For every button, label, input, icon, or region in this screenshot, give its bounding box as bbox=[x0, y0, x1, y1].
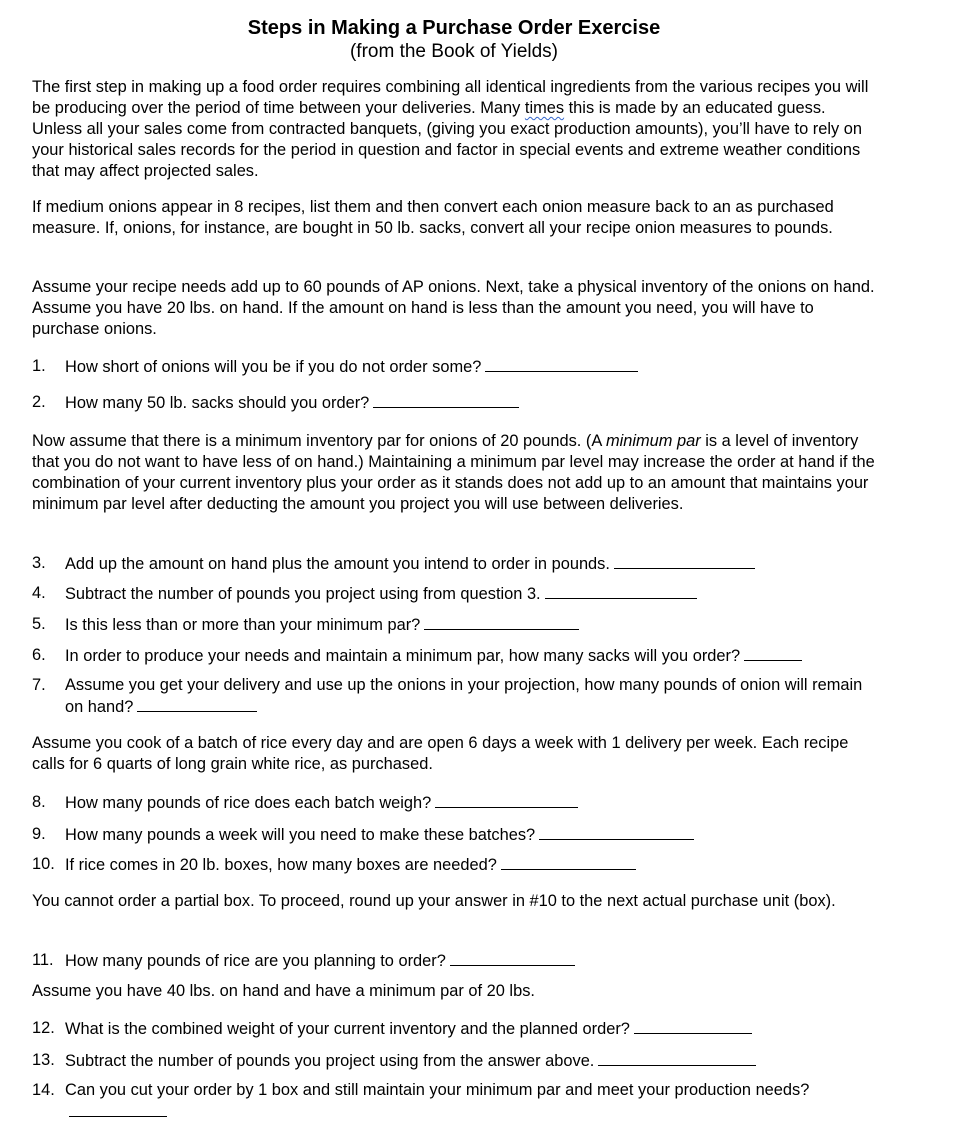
answer-blank-10[interactable] bbox=[501, 854, 636, 870]
par-text-b: is a level of inventory that you do not want to have less of on hand.) Maintaining a minimum par level may increase the order at hand if the combination of your current inventory plus your order as it stands does not add up to an amount that maintains your minimum par level after deducting the amount you project you will use between deliveries. bbox=[32, 432, 875, 513]
question-number: 10. bbox=[32, 855, 55, 873]
intro-paragraph bbox=[32, 77, 877, 182]
question-text: In order to produce your needs and maintain a minimum par, how many sacks will you order? bbox=[65, 647, 741, 665]
answer-blank-12[interactable] bbox=[634, 1018, 752, 1034]
question-text: What is the combined weight of your current inventory and the planned order? bbox=[65, 1020, 630, 1038]
question-text: Assume you get your delivery and use up the onions in your projection, how many pounds of onion will remain on hand? bbox=[65, 676, 863, 716]
question-7 bbox=[32, 675, 882, 718]
question-number: 12. bbox=[32, 1019, 55, 1037]
question-number: 13. bbox=[32, 1051, 55, 1069]
question-text: How many pounds of rice are you planning to order? bbox=[65, 952, 446, 970]
answer-blank-3[interactable] bbox=[614, 553, 755, 569]
question-number: 4. bbox=[32, 584, 46, 602]
question-text: Is this less than or more than your minimum par? bbox=[65, 616, 421, 634]
minimum-par-term: minimum par bbox=[605, 432, 701, 450]
answer-blank-8[interactable] bbox=[435, 792, 578, 808]
question-3 bbox=[32, 553, 882, 575]
question-number: 11. bbox=[32, 951, 54, 969]
answer-blank-1[interactable] bbox=[485, 356, 638, 372]
onion-conversion-paragraph: If medium onions appear in 8 recipes, list them and then convert each onion measure back to an as purchased measure. If, onions, for instance, are bought in 50 lb. sacks, convert all your recipe onion measures to pounds. bbox=[32, 198, 834, 237]
intro-text-a: The first step in making up a food order requires combining all identical ingredients from the various recipes you will be producing over the period of time between your deliveries. Many bbox=[32, 78, 869, 117]
question-number: 7. bbox=[32, 676, 46, 694]
question-14 bbox=[32, 1080, 882, 1123]
answer-blank-7[interactable] bbox=[137, 696, 257, 712]
onion-inventory-paragraph: Assume your recipe needs add up to 60 pounds of AP onions. Next, take a physical inventory of the onions on hand. Assume you have 20 lbs. on hand. If the amount on hand is less than the amount you need, you will have to purchase onions. bbox=[32, 278, 875, 338]
question-number: 14. bbox=[32, 1081, 55, 1099]
question-text: How many pounds of rice does each batch weigh? bbox=[65, 794, 432, 812]
answer-blank-11[interactable] bbox=[450, 950, 575, 966]
question-text: Subtract the number of pounds you project using from the answer above. bbox=[65, 1052, 595, 1070]
question-number: 3. bbox=[32, 554, 46, 572]
question-1 bbox=[32, 356, 882, 378]
question-number: 6. bbox=[32, 646, 46, 664]
grammar-flagged-word: times bbox=[524, 99, 565, 117]
question-text: If rice comes in 20 lb. boxes, how many boxes are needed? bbox=[65, 856, 497, 874]
par-text-a: Now assume that there is a minimum inventory par for onions of 20 pounds. (A bbox=[32, 432, 606, 450]
question-number: 1. bbox=[32, 357, 46, 375]
question-4 bbox=[32, 583, 882, 605]
answer-blank-2[interactable] bbox=[373, 392, 519, 408]
question-8 bbox=[32, 792, 882, 814]
question-5 bbox=[32, 614, 882, 636]
question-number: 8. bbox=[32, 793, 46, 811]
minimum-par-paragraph bbox=[32, 431, 877, 515]
partial-box-paragraph: You cannot order a partial box. To proceed, round up your answer in #10 to the next actual purchase unit (box). bbox=[32, 892, 836, 910]
document-title: Steps in Making a Purchase Order Exercise bbox=[247, 17, 661, 39]
rice-paragraph: Assume you cook of a batch of rice every day and are open 6 days a week with 1 delivery per week. Each recipe calls for 6 quarts of long grain white rice, as purchased. bbox=[32, 734, 849, 773]
question-text: Add up the amount on hand plus the amount you intend to order in pounds. bbox=[65, 555, 610, 573]
question-text: Subtract the number of pounds you project using from question 3. bbox=[65, 585, 541, 603]
question-11 bbox=[32, 950, 882, 972]
question-12 bbox=[32, 1018, 882, 1040]
document-subtitle: (from the Book of Yields) bbox=[349, 41, 559, 62]
question-text: How short of onions will you be if you do not order some? bbox=[65, 358, 482, 376]
answer-blank-13[interactable] bbox=[598, 1050, 756, 1066]
question-text: Can you cut your order by 1 box and still maintain your minimum par and meet your production needs? bbox=[65, 1081, 810, 1099]
question-6 bbox=[32, 645, 882, 667]
question-number: 5. bbox=[32, 615, 46, 633]
question-2 bbox=[32, 392, 882, 414]
question-text: How many 50 lb. sacks should you order? bbox=[65, 394, 370, 412]
question-13 bbox=[32, 1050, 882, 1072]
answer-blank-9[interactable] bbox=[539, 824, 694, 840]
answer-blank-4[interactable] bbox=[545, 583, 697, 599]
question-text: How many pounds a week will you need to make these batches? bbox=[65, 826, 536, 844]
question-10 bbox=[32, 854, 882, 876]
question-number: 2. bbox=[32, 393, 46, 411]
answer-blank-14[interactable] bbox=[69, 1101, 167, 1117]
intro-text-b: this is made by an educated guess. Unless all your sales come from contracted banquets, (giving you exact production amounts), you’ll have to rely on your historical sales records for the period in question and factor in special events and extreme weather conditions that may affect projected sales. bbox=[32, 99, 862, 180]
answer-blank-5[interactable] bbox=[424, 614, 579, 630]
rice-inventory-paragraph: Assume you have 40 lbs. on hand and have a minimum par of 20 lbs. bbox=[32, 982, 535, 1000]
question-9 bbox=[32, 824, 882, 846]
question-number: 9. bbox=[32, 825, 46, 843]
answer-blank-6[interactable] bbox=[744, 645, 802, 661]
